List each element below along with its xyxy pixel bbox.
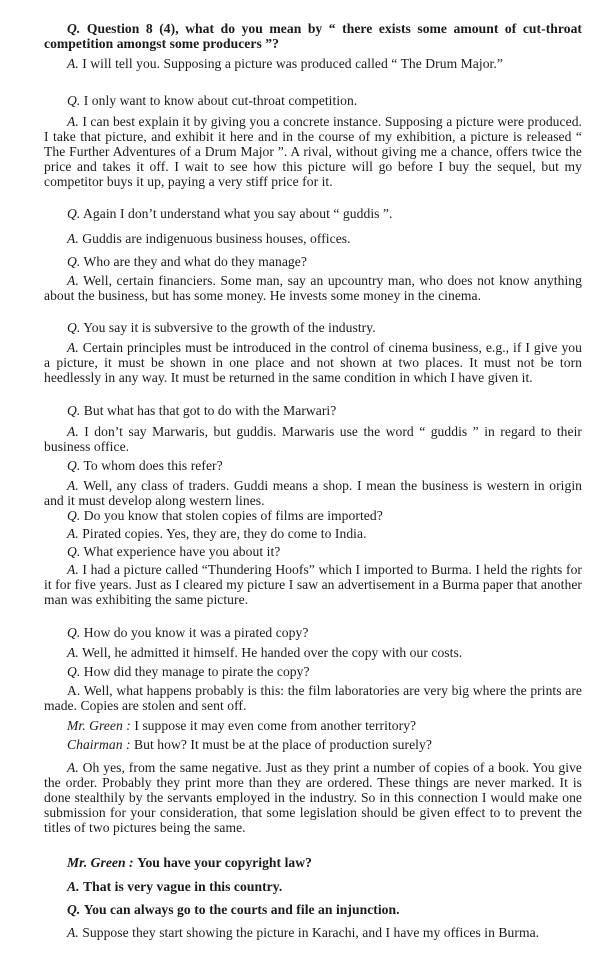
paragraph-text: I only want to know about cut-throat competition.: [83, 93, 358, 108]
paragraph-text: Suppose they start showing the picture in Karachi, and I have my offices in Burma.: [82, 925, 540, 940]
paragraph-text: What experience have you about it?: [83, 544, 281, 559]
paragraph-question: [44, 544, 582, 559]
paragraph-question: [44, 254, 582, 269]
speaker-label: Q.: [67, 320, 81, 335]
speaker-label: Q.: [67, 458, 81, 473]
paragraph-answer: [44, 231, 582, 246]
paragraph-text: To whom does this refer?: [83, 458, 223, 473]
speaker-label: A.: [67, 526, 79, 541]
paragraph-text: Well, what happens probably is this: the film laboratories are very big where the prints are made. Copies are stolen and sent off.: [44, 683, 582, 713]
paragraph-question: [44, 21, 582, 51]
paragraph-answer: [44, 424, 582, 454]
paragraph-text: Who are they and what do they manage?: [83, 254, 307, 269]
paragraph-interjection: [44, 737, 582, 752]
paragraph-text: Question 8 (4), what do you mean by “ there exists some amount of cut-throat competition amongst some producers ”?: [44, 21, 582, 51]
paragraph-question: [44, 206, 582, 221]
paragraph-question: [44, 902, 582, 917]
paragraph-answer: [44, 683, 582, 713]
speaker-label: A.: [67, 760, 79, 775]
speaker-label: Mr. Green :: [67, 718, 131, 733]
paragraph-question: [44, 508, 582, 523]
paragraph-text: Certain principles must be introduced in the control of cinema business, e.g., if I give you a picture, it must be shown in one place and not shown at two places. It must not be torn heedlessly in any way. It must be returned in the same condition in which I have given it.: [44, 340, 582, 385]
paragraph-text: Pirated copies. Yes, they are, they do come to India.: [82, 526, 367, 541]
paragraph-answer: [44, 340, 582, 385]
paragraph-answer: [44, 56, 582, 71]
paragraph-text: Well, he admitted it himself. He handed over the copy with our costs.: [82, 645, 463, 660]
paragraph-text: You have your copyright law?: [137, 855, 312, 870]
paragraph-answer: [44, 879, 582, 894]
speaker-label: Q.: [67, 664, 81, 679]
paragraph-text: Again I don’t understand what you say about “ guddis ”.: [83, 206, 393, 221]
paragraph-text: That is very vague in this country.: [83, 879, 283, 894]
speaker-label: Q.: [67, 508, 81, 523]
speaker-label: A.: [67, 645, 79, 660]
speaker-label: Q.: [67, 544, 81, 559]
paragraph-interjection: [44, 718, 582, 733]
paragraph-answer: [44, 925, 582, 940]
speaker-label: Q.: [67, 625, 81, 640]
speaker-label: A.: [67, 231, 79, 246]
paragraph-answer: [44, 645, 582, 660]
paragraph-answer: [44, 478, 582, 508]
paragraph-text: Do you know that stolen copies of films are imported?: [83, 508, 383, 523]
speaker-label: A.: [67, 562, 79, 577]
paragraph-question: [44, 664, 582, 679]
speaker-label: A.: [67, 879, 80, 894]
speaker-label: Q.: [67, 21, 81, 36]
paragraph-text: Guddis are indigenuous business houses, offices.: [82, 231, 351, 246]
speaker-label: Q.: [67, 206, 81, 221]
speaker-label: Q.: [67, 902, 81, 917]
paragraph-question: [44, 625, 582, 640]
speaker-label: Q.: [67, 254, 81, 269]
speaker-label: A.: [67, 340, 79, 355]
speaker-label: A.: [67, 114, 79, 129]
speaker-label: A.: [67, 424, 79, 439]
paragraph-text: You can always go to the courts and file an injunction.: [83, 902, 400, 917]
paragraph-text: I don’t say Marwaris, but guddis. Marwaris use the word “ guddis ” in regard to their business office.: [44, 424, 582, 454]
paragraph-text: You say it is subversive to the growth of the industry.: [83, 320, 376, 335]
paragraph-answer: [44, 114, 582, 189]
speaker-label: Q.: [67, 403, 81, 418]
paragraph-interjection: [44, 855, 582, 870]
speaker-label: Chairman :: [67, 737, 131, 752]
paragraph-answer: [44, 273, 582, 303]
speaker-label: A.: [67, 56, 79, 71]
paragraph-text: I suppose it may even come from another territory?: [134, 718, 417, 733]
speaker-label: A.: [67, 925, 79, 940]
paragraph-text: But how? It must be at the place of production surely?: [134, 737, 432, 752]
paragraph-question: [44, 93, 582, 108]
paragraph-text: But what has that got to do with the Marwari?: [83, 403, 337, 418]
paragraph-answer: [44, 526, 582, 541]
paragraph-answer: [44, 760, 582, 835]
speaker-label: Mr. Green :: [67, 855, 134, 870]
paragraph-answer: [44, 562, 582, 607]
paragraph-text: I can best explain it by giving you a concrete instance. Supposing a picture were produced. I take that picture, and exhibit it here and in the course of my exhibition, a picture is released “ The Further Adventures of a Drum Major ”. A rival, without giving me a chance, offers twice the price and takes it off. I wait to see how this picture will go before I buy the sequel, but my competitor buys it up, paying a very stiff price for it.: [44, 114, 582, 189]
speaker-label: A.: [67, 273, 79, 288]
paragraph-text: Oh yes, from the same negative. Just as they print a number of copies of a book. You give the order. Probably they print more than they are ordered. These things are never marked. It is done stealthily by the servants employed in the industry. So in this connection I would make one submission for your consideration, that some legislation should be given effect to to prevent the titles of two pictures being the same.: [44, 760, 583, 835]
paragraph-text: Well, any class of traders. Guddi means a shop. I mean the business is western in origin and it must develop along western lines.: [44, 478, 582, 508]
speaker-label: A.: [67, 478, 79, 493]
paragraph-question: [44, 458, 582, 473]
paragraph-text: How do you know it was a pirated copy?: [83, 625, 309, 640]
paragraph-text: I had a picture called “Thundering Hoofs” which I imported to Burma. I held the rights for it for five years. Just as I cleared my picture I saw an advertisement in a Burma paper that another man was exhibiting the same picture.: [44, 562, 582, 607]
speaker-label: A.: [67, 683, 81, 698]
paragraph-question: [44, 320, 582, 335]
paragraph-question: [44, 403, 582, 418]
paragraph-text: Well, certain financiers. Some man, say an upcountry man, who does not know anything about the business, but has some money. He invests some money in the cinema.: [44, 273, 582, 303]
speaker-label: Q.: [67, 93, 81, 108]
paragraph-text: I will tell you. Supposing a picture was produced called “ The Drum Major.”: [82, 56, 503, 71]
paragraph-text: How did they manage to pirate the copy?: [83, 664, 310, 679]
